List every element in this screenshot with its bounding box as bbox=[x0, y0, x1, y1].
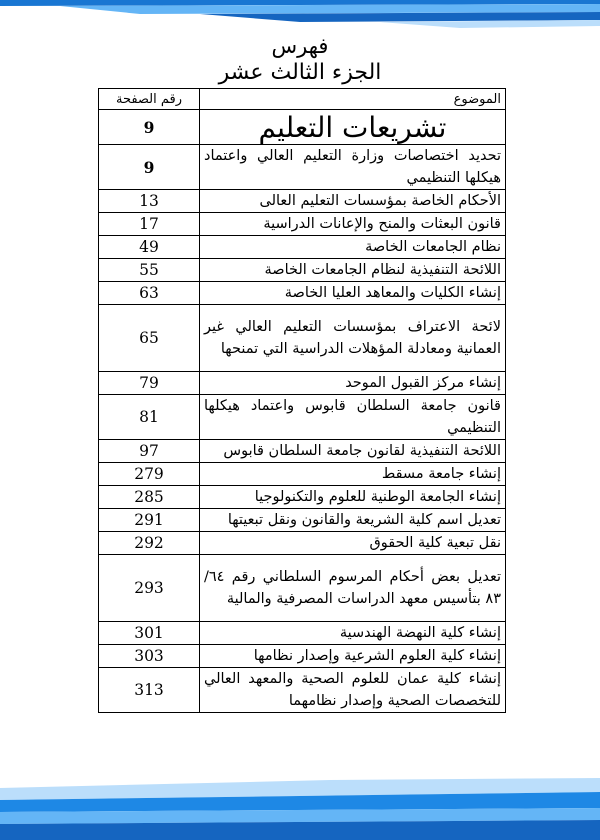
top-decorative-band bbox=[0, 0, 600, 30]
toc-topic: إنشاء كلية عمان للعلوم الصحية والمعهد العالي للتخصصات الصحية وإصدار نظامهما bbox=[200, 668, 506, 713]
toc-topic: نظام الجامعات الخاصة bbox=[200, 236, 506, 259]
toc-page: 17 bbox=[99, 213, 200, 236]
toc-topic: قانون البعثات والمنح والإعانات الدراسية bbox=[200, 213, 506, 236]
toc-topic: تعديل بعض أحكام المرسوم السلطاني رقم ٦٤/ ٨٣ بتأسيس معهد الدراسات المصرفية والمالية bbox=[200, 555, 506, 622]
toc-topic: إنشاء جامعة مسقط bbox=[200, 463, 506, 486]
toc-topic: الأحكام الخاصة بمؤسسات التعليم العالى bbox=[200, 190, 506, 213]
toc-page: 55 bbox=[99, 259, 200, 282]
toc-topic: نقل تبعية كلية الحقوق bbox=[200, 532, 506, 555]
toc-page: 301 bbox=[99, 622, 200, 645]
toc-page: 13 bbox=[99, 190, 200, 213]
column-header-topic: الموضوع bbox=[200, 89, 506, 110]
toc-page: 63 bbox=[99, 282, 200, 305]
toc-page: 279 bbox=[99, 463, 200, 486]
toc-page: 303 bbox=[99, 645, 200, 668]
toc-topic: لائحة الاعتراف بمؤسسات التعليم العالي غير العمانية ومعادلة المؤهلات الدراسية التي تمنحها bbox=[200, 305, 506, 372]
page-title: فهرس bbox=[271, 34, 329, 58]
toc-page: 81 bbox=[99, 395, 200, 440]
toc-page: 9 bbox=[99, 145, 200, 190]
toc-topic: إنشاء الجامعة الوطنية للعلوم والتكنولوجيا bbox=[200, 486, 506, 509]
toc-page: 285 bbox=[99, 486, 200, 509]
toc-topic: إنشاء كلية النهضة الهندسية bbox=[200, 622, 506, 645]
toc-page: 49 bbox=[99, 236, 200, 259]
page-subtitle: الجزء الثالث عشر bbox=[218, 60, 382, 85]
toc-page: 313 bbox=[99, 668, 200, 713]
toc-page: 291 bbox=[99, 509, 200, 532]
toc-page: 292 bbox=[99, 532, 200, 555]
toc-page: 293 bbox=[99, 555, 200, 622]
toc-topic: تعديل اسم كلية الشريعة والقانون ونقل تبعيتها bbox=[200, 509, 506, 532]
toc-topic: إنشاء مركز القبول الموحد bbox=[200, 372, 506, 395]
toc-topic: تحديد اختصاصات وزارة التعليم العالي واعتماد هيكلها التنظيمي bbox=[200, 145, 506, 190]
toc-topic: قانون جامعة السلطان قابوس واعتماد هيكلها التنظيمي bbox=[200, 395, 506, 440]
toc-topic: اللائحة التنفيذية لنظام الجامعات الخاصة bbox=[200, 259, 506, 282]
section-page: 9 bbox=[99, 110, 200, 145]
column-header-page: رقم الصفحة bbox=[99, 89, 200, 110]
toc-page: 79 bbox=[99, 372, 200, 395]
toc-page: 97 bbox=[99, 440, 200, 463]
toc-topic: إنشاء كلية العلوم الشرعية وإصدار نظامها bbox=[200, 645, 506, 668]
bottom-decorative-band bbox=[0, 778, 600, 840]
toc-topic: اللائحة التنفيذية لقانون جامعة السلطان قابوس bbox=[200, 440, 506, 463]
toc-page: 65 bbox=[99, 305, 200, 372]
toc-topic: إنشاء الكليات والمعاهد العليا الخاصة bbox=[200, 282, 506, 305]
section-title: تشريعات التعليم bbox=[200, 110, 506, 145]
toc-table bbox=[98, 88, 506, 713]
